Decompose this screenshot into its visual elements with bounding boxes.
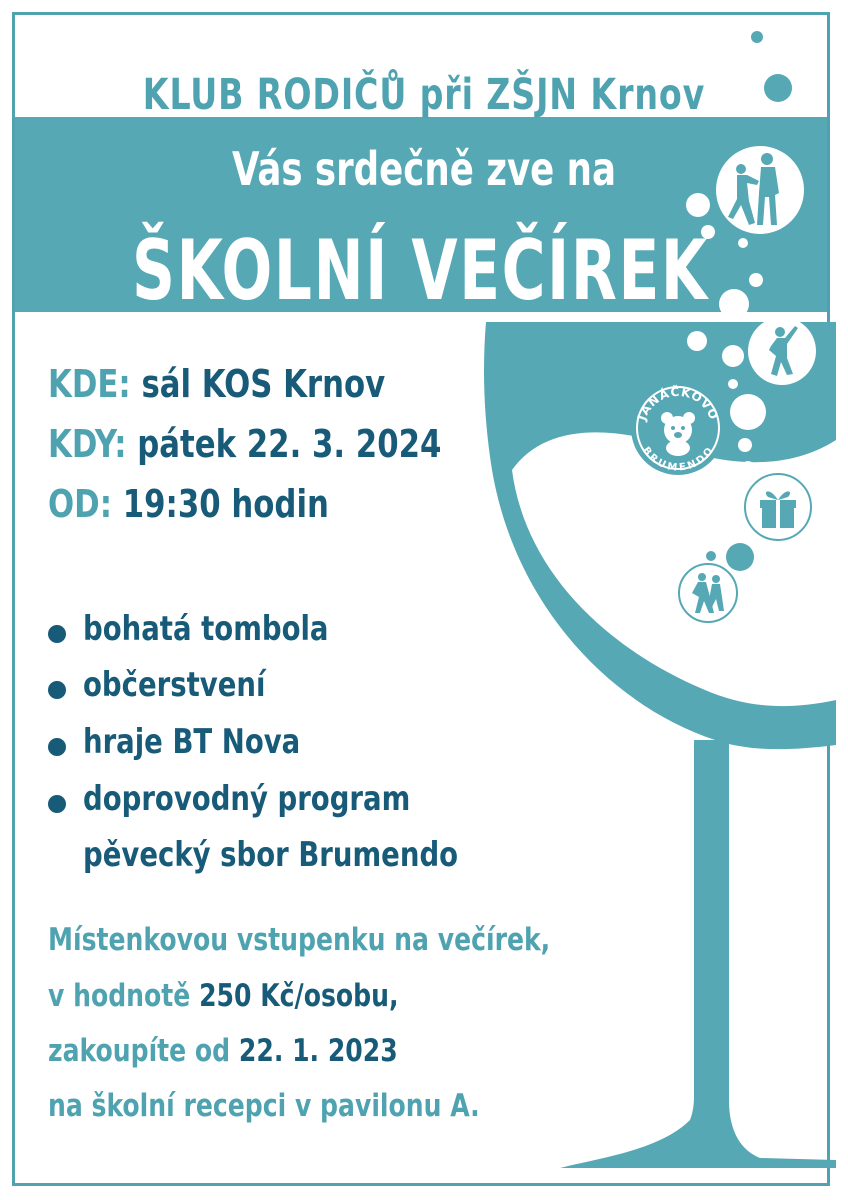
svg-text:BRUMENDO: BRUMENDO [640, 445, 716, 474]
bullet-icon [48, 625, 66, 643]
time-label: OD: [48, 482, 113, 526]
invitation-line: Vás srdečně zve na [231, 142, 617, 196]
list-item-continuation: pěvecký sbor Brumendo [83, 835, 459, 875]
where-value: sál KOS Krnov [141, 362, 386, 406]
dancing-pair-icon [678, 563, 738, 623]
svg-text:JANÁČKOVO: JANÁČKOVO [634, 384, 722, 423]
time-value: 19:30 hodin [122, 482, 329, 526]
dancer-icon [747, 316, 817, 386]
ticket-price-prefix: v hodnotě [48, 978, 200, 1014]
ticket-line-4: na školní recepci v pavilonu A. [48, 1088, 480, 1124]
event-title: ŠKOLNÍ VEČÍREK [132, 222, 709, 319]
ticket-sale-prefix: zakoupíte od [48, 1033, 239, 1069]
bullet-icon [48, 681, 66, 699]
list-item: doprovodný program [83, 779, 411, 819]
time-row [48, 482, 329, 526]
when-row [48, 422, 441, 466]
bullet-icon [48, 795, 66, 813]
ticket-price: 250 Kč/osobu, [199, 978, 399, 1014]
bullet-icon [48, 738, 66, 756]
ticket-sale-date: 22. 1. 2023 [238, 1033, 398, 1069]
list-item: občerstvení [83, 665, 266, 705]
list-item: bohatá tombola [83, 609, 329, 649]
ticket-line-1: Místenkovou vstupenku na večírek, [48, 922, 551, 958]
list-item: hraje BT Nova [83, 722, 301, 762]
where-label: KDE: [48, 362, 131, 406]
where-row [48, 362, 385, 406]
brumendo-logo [630, 380, 726, 476]
when-label: KDY: [48, 422, 127, 466]
club-name: KLUB RODIČŮ při ZŠJN Krnov [142, 70, 706, 120]
ticket-line-2 [48, 978, 399, 1014]
ticket-line-3 [48, 1033, 398, 1069]
when-value: pátek 22. 3. 2024 [137, 422, 442, 466]
gift-icon [744, 473, 812, 541]
glass-stem [560, 740, 836, 1168]
